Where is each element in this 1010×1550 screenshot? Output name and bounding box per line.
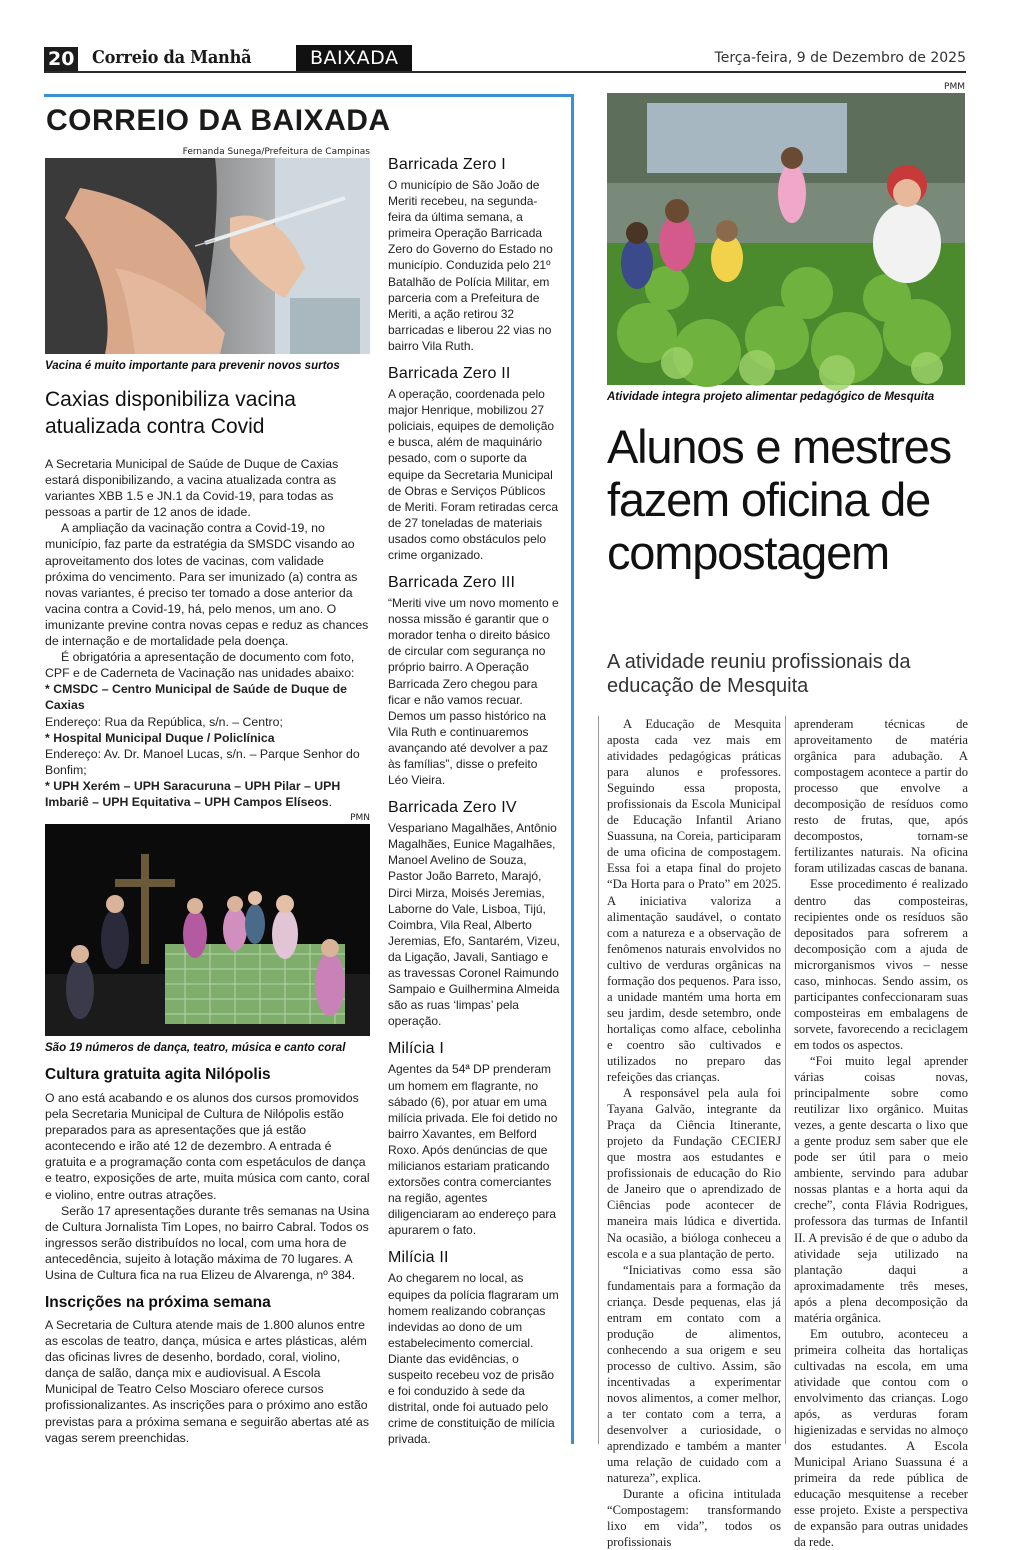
briefs-column <box>388 156 560 1447</box>
feature-paragraph: “Foi muito legal aprender várias coisas novas, principalmente sobre como reutilizar lixo orgânico. Muitas vezes, a gente descarta o lixo que a gente produz sem saber que ele pode ser útil para o meio ambiente, servindo para adubar nossas plantas e a horta aqui da creche”, conta Flávia Rodrigues, professora das turmas de Infantil II. A previsão é de que o adubo da atividade seja utilizado na plantação daqui a aproximadamente três meses, após a plena decomposição da matéria orgânica. <box>794 1053 968 1325</box>
page-header <box>44 44 966 74</box>
stage-illustration <box>45 824 370 1036</box>
brief-title: Milícia I <box>388 1040 445 1058</box>
garden-illustration <box>607 93 965 385</box>
brief-title: Barricada Zero III <box>388 574 516 592</box>
feature-paragraph: Durante a oficina intitulada “Compostagem: transformando lixo em vida”, todos os profissionais <box>607 1487 781 1550</box>
brief <box>388 365 560 563</box>
brief-text: Ao chegarem no local, as equipes da polícia flagraram um homem realizando cobranças indevidas ao dono de um estabelecimento comercial. Diante das evidências, o suspeito recebeu voz de prisão e foi conduzido à sede da distrital, onde foi autuado pelo crime de constituição de milícia privada. <box>388 1271 559 1447</box>
culture-p2: Serão 17 apresentações durante três semanas na Usina de Cultura Jornalista Tim Lopes, no bairro Cabral. Todos os ingressos serão distribuídos no local, com uma hora de antecedência, sujeito à lotação máxima de 70 lugares. A Usina de Cultura fica na rua Elizeu de Alvarenga, nº 384. <box>45 1203 370 1283</box>
culture-article-body <box>45 1090 370 1283</box>
box-top-rule <box>44 94 574 97</box>
culture-p3: A Secretaria de Cultura atende mais de 1.800 alunos entre as escolas de teatro, dança, música e artes plásticas, além das oficinas livres de desenho, bordado, coral, violino, dança de salão, dança mix e audiovisual. A Escola Municipal de Teatro Celso Mosciaro oferece cursos profissionalizantes. As inscrições para o próximo ano estão previstas para a próxima semana e seguirão abertas até as vagas serem preenchidas. <box>45 1318 369 1445</box>
unit-1-address: Endereço: Rua da República, s/n. – Centro; <box>45 714 283 729</box>
brief-text: Agentes da 54ª DP prenderam um homem em flagrante, no sábado (6), por atuar em uma milícia privada. Ele foi detido no bairro Xavantes, em Belford Roxo. Após denúncias de que milicianos estariam praticando extorsões contra comerciantes na região, agentes diligenciaram ao endereço para apurarem o fato. <box>388 1062 558 1238</box>
column-separator <box>785 716 786 1444</box>
feature-paragraph: Esse procedimento é realizado dentro das composteiras, recipientes onde os resíduos são depositados para sofrerem a decomposição com a ajuda de microrganismos vivos – nesse caso, minhocas. Sendo assim, os participantes confeccionaram suas composteiras em embalagens de sorvete, favorecendo a reciclagem em todos os aspectos. <box>794 877 968 1052</box>
column-separator <box>598 716 599 1444</box>
vaccine-p3: É obrigatória a apresentação de documento com foto, CPF e de Caderneta de Vacinação nas unidades abaixo: <box>45 650 355 681</box>
brief-text: “Meriti vive um novo momento e nossa missão é garantir que o morador tenha o direito básico de circular com segurança no próprio bairro. A Operação Barricada Zero chegou para ficar e não vamos recuar. Demos um passo histórico na Vila Ruth e continuaremos avançando até devolver a paz às famílias”, disse o prefeito Léo Vieira. <box>388 596 559 788</box>
brief-text: A operação, coordenada pelo major Henrique, mobilizou 27 policiais, equipes de demolição e busca, além de maquinário pesado, com o suporte da equipe da Secretaria Municipal de Obras e Serviços Públicos de Meriti. Foram retiradas cerca de 27 toneladas de materiais usados como obstáculos pelo crime organizado. <box>388 387 559 562</box>
feature-photo <box>607 93 965 385</box>
vaccine-illustration <box>45 158 370 354</box>
brief-title: Barricada Zero II <box>388 365 511 383</box>
vaccine-photo <box>45 158 370 354</box>
feature-deck: A atividade reuniu profissionais da educação de Mesquita <box>607 651 911 697</box>
feature-paragraph: aprenderam técnicas de aproveitamento de matéria orgânica para adubação. A compostagem acontece a partir do processo que envolve a decomposição de resíduos como resto de frutas, que, após decompostos, tornam-se fertilizantes naturais. Na oficina foram utilizadas cascas de banana. <box>794 717 968 876</box>
culture-p3-block <box>45 1317 370 1446</box>
section-label: BAIXADA <box>296 45 412 71</box>
feature-paragraph: A responsável pela aula foi Tayana Galvão, integrante da Praça da Ciência Itinerante, projeto da Fundação CECIERJ que mostra aos estudantes e profissionais de educação do Rio de Janeiro que o aprendizado de Ciências pode acontecer de maneira mais lúdica e divertida. Na ocasião, a bióloga conheceu a escola e a sua plantação de perto. <box>607 1086 781 1261</box>
unit-3-end: . <box>328 794 333 809</box>
brief-text: O município de São João de Meriti recebeu, na segunda-feira da última semana, a primeira Operação Barricada Zero do Governo do Estado no município. Conduzida pelo 21º Batalhão de Polícia Militar, em parceria com a Prefeitura de Meriti, a ação retirou 32 barricadas e liberou 22 vias no bairro Vila Ruth. <box>388 178 553 353</box>
vaccine-article-body <box>45 456 370 810</box>
brief-title: Barricada Zero IV <box>388 799 517 817</box>
feature-title: Alunos e mestres fazem oficina de compostagem <box>607 420 951 579</box>
vaccine-p2: A ampliação da vacinação contra a Covid-19, no município, faz parte da estratégia da SMSDC visando ao aproveitamento dos lotes de vacinas, com validade próxima do vencimento. Para ser imunizado (a) contra as novas variantes, é preciso ter tomado a dose anterior da vacina contra a Covid-19, há, pelo menos, um ano. O imunizante previne contra novas cepas e reduz as chances de internação e de mortalidade pela doença. <box>45 521 369 649</box>
feature-column-1 <box>607 716 781 1550</box>
feature-paragraph: Em outubro, aconteceu a primeira colheita das hortaliças cultivadas na escola, em uma atividade que contou com o envolvimento das crianças. Logo após, as verduras foram higienizadas e servidas no almoço dos estudantes. A Escola Municipal Ariano Suassuna é a primeira da rede pública de educação mesquitense a receber esse projeto. Existe a perspectiva de expansão para outras unidades da rede. <box>794 1326 968 1550</box>
vaccine-photo-credit: Fernanda Sunega/Prefeitura de Campinas <box>182 147 370 157</box>
vaccine-photo-caption: Vacina é muito importante para prevenir novos surtos <box>45 360 340 372</box>
culture-photo <box>45 824 370 1036</box>
culture-headline: Cultura gratuita agita Nilópolis <box>45 1066 271 1083</box>
culture-subheadline: Inscrições na próxima semana <box>45 1294 271 1311</box>
feature-paragraph: “Iniciativas como essa são fundamentais para a formação da criança. Desde pequenas, elas já entram em contato com a produção de alimentos, conhecendo a sua origem e seu processo de cultivo. Assim, são incentivadas a experimentar novos alimentos, a comer melhor, a ter contato com a terra, a desenvolver a curiosidade, o aprendizado e também a manter uma relação de cuidado com a natureza”, explica. <box>607 1262 781 1486</box>
feature-photo-credit: PMM <box>944 82 965 92</box>
brief <box>388 574 560 788</box>
brief <box>388 1040 560 1238</box>
issue-date: Terça-feira, 9 de Dezembro de 2025 <box>714 50 966 66</box>
newspaper-logo: Correio da Manhã <box>92 47 252 68</box>
box-right-rule <box>571 94 574 1444</box>
unit-2-name: * Hospital Municipal Duque / Policlínica <box>45 730 275 745</box>
unit-2-address: Endereço: Av. Dr. Manoel Lucas, s/n. – Parque Senhor do Bonfim; <box>45 746 360 777</box>
culture-photo-caption: São 19 números de dança, teatro, música e canto coral <box>45 1042 346 1054</box>
culture-photo-credit: PMN <box>350 813 370 823</box>
brief-title: Milícia II <box>388 1249 449 1267</box>
brief <box>388 799 560 1029</box>
page-number: 20 <box>44 47 78 71</box>
feature-column-2 <box>794 716 968 1550</box>
unit-1-name: * CMSDC – Centro Municipal de Saúde de Duque de Caxias <box>45 682 347 713</box>
brief <box>388 1249 560 1447</box>
culture-p1: O ano está acabando e os alunos dos cursos promovidos pela Secretaria Municipal de Cultura de Nilópolis estão preparados para as apresentações que já estão acontecendo e irão até 12 de dezembro. A entrada é gratuita e a programação conta com espetáculos de dança e teatro, exposições de arte, muita música com canto, coral e violino, entre outras atrações. <box>45 1091 370 1202</box>
brief <box>388 156 560 354</box>
brief-title: Barricada Zero I <box>388 156 506 173</box>
unit-3-name: * UPH Xerém – UPH Saracuruna – UPH Pilar – UPH Imbariê – UPH Equitativa – UPH Campos Elíseos <box>45 778 341 809</box>
feature-photo-caption: Atividade integra projeto alimentar pedagógico de Mesquita <box>607 391 935 403</box>
box-section-title: CORREIO DA BAIXADA <box>46 104 391 137</box>
vaccine-p1: A Secretaria Municipal de Saúde de Duque de Caxias estará disponibilizando, a vacina atualizada contra as variantes XBB 1.5 e JN.1 da Covid-19, para todas as pessoas a partir de 12 anos de idade. <box>45 457 339 520</box>
brief-text: Vesparianо Magalhães, Antônio Magalhães, Eunice Magalhães, Manoel Avelino de Souza, Pastor João Barreto, Marajó, Dirci Mirza, Moisés Jeremias, Laborne do Vale, Lisboa, Tijú, Coimbra, Vila Real, Alberto Jeremias, Efo, Santarém, Vizeu, da Ligação, Javali, Santiago e as travessas Coronel Raimundo Sampaio e Guilhermina Almeida são as ruas ‘limpas’ pela operação. <box>388 821 560 1029</box>
header-rule <box>44 71 966 73</box>
vaccine-headline: Caxias disponibiliza vacina atualizada contra Covid <box>45 388 296 438</box>
feature-paragraph: A Educação de Mesquita aposta cada vez mais em atividades pedagógicas práticas para alunos e professores. Seguindo essa proposta, profissionais da Escola Municipal de Educação Infantil Ariano Suassuna, na Coreia, participaram de uma oficina de compostagem. Essa foi a etapa final do projeto “Da Horta para o Prato” em 2025. A iniciativa valoriza a alimentação saudável, o contato com a natureza e a observação de fenômenos naturais envolvidos no cultivo de verduras orgânicas na formação dos pequenos. Para isso, a unidade mantém uma horta em seu jardim, desde setembro, onde hortaliças como alface, cebolinha e coentro são cultivados e utilizados no preparo das refeições das crianças. <box>607 717 781 1085</box>
